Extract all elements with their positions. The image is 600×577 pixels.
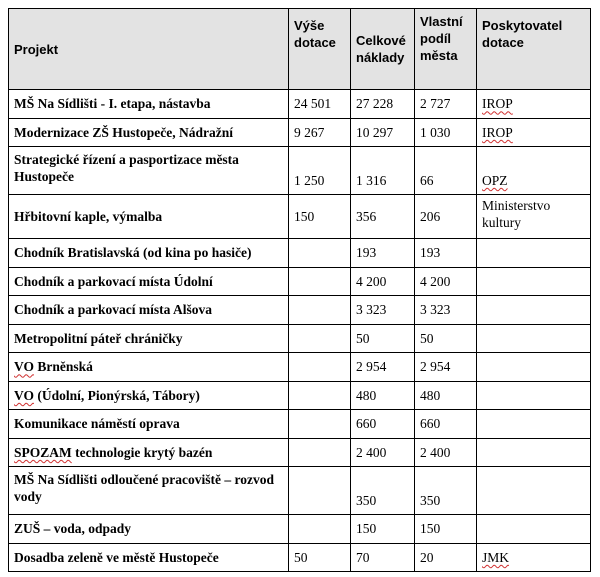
cell-dotace <box>289 410 351 439</box>
cell-poskytovatel <box>477 239 591 268</box>
cell-dotace: 9 267 <box>289 118 351 147</box>
header-celkove-naklady: Celkové náklady <box>351 9 415 90</box>
cell-poskytovatel <box>477 438 591 467</box>
cell-naklady: 2 400 <box>351 438 415 467</box>
table-row <box>9 438 591 467</box>
cell-dotace: 1 250 <box>289 147 351 195</box>
projekt-rest: technologie krytý bazén <box>71 444 213 460</box>
table-row <box>9 239 591 268</box>
table-row <box>9 267 591 296</box>
cell-poskytovatel <box>477 296 591 325</box>
cell-dotace: 150 <box>289 195 351 239</box>
cell-poskytovatel <box>477 467 591 515</box>
cell-projekt: Dosadba zeleně ve městě Hustopeče <box>9 543 289 572</box>
header-vyse-dotace: Výše dotace <box>289 9 351 90</box>
cell-poskytovatel <box>477 410 591 439</box>
cell-podil: 50 <box>415 324 477 353</box>
cell-naklady: 660 <box>351 410 415 439</box>
cell-projekt: MŠ Na Sídlišti - I. etapa, nástavba <box>9 90 289 119</box>
projekt-rest: Brněnská <box>33 359 93 375</box>
cell-naklady: 480 <box>351 381 415 410</box>
table-row <box>9 410 591 439</box>
table-row <box>9 90 591 119</box>
projekt-abbrev: VO <box>14 359 34 375</box>
header-vlastni-podil: Vlastní podíl města <box>415 9 477 90</box>
cell-naklady: 2 954 <box>351 353 415 382</box>
poskytovatel-text: IROP <box>482 96 513 112</box>
cell-projekt <box>9 438 289 467</box>
cell-projekt <box>9 353 289 382</box>
cell-naklady: 3 323 <box>351 296 415 325</box>
table-header-row <box>9 9 591 90</box>
header-poskytovatel: Poskytovatel dotace <box>477 9 591 90</box>
cell-naklady: 150 <box>351 515 415 544</box>
cell-naklady: 193 <box>351 239 415 268</box>
cell-naklady: 4 200 <box>351 267 415 296</box>
cell-poskytovatel <box>477 543 591 572</box>
table-row <box>9 195 591 239</box>
table-row <box>9 324 591 353</box>
cell-dotace <box>289 239 351 268</box>
cell-naklady: 70 <box>351 543 415 572</box>
table-row <box>9 118 591 147</box>
cell-poskytovatel <box>477 267 591 296</box>
cell-podil: 2 954 <box>415 353 477 382</box>
cell-dotace <box>289 353 351 382</box>
cell-podil: 150 <box>415 515 477 544</box>
cell-dotace <box>289 296 351 325</box>
cell-projekt: Chodník a parkovací místa Alšova <box>9 296 289 325</box>
cell-poskytovatel <box>477 90 591 119</box>
cell-podil: 3 323 <box>415 296 477 325</box>
cell-podil: 1 030 <box>415 118 477 147</box>
cell-dotace <box>289 267 351 296</box>
projekt-abbrev: VO <box>14 387 34 403</box>
projekt-rest: (Údolní, Pionýrská, Tábory) <box>33 387 200 403</box>
table-row <box>9 515 591 544</box>
cell-podil: 193 <box>415 239 477 268</box>
poskytovatel-text: IROP <box>482 124 513 140</box>
cell-naklady: 1 316 <box>351 147 415 195</box>
cell-poskytovatel <box>477 515 591 544</box>
cell-projekt: Metropolitní páteř chráničky <box>9 324 289 353</box>
table-row <box>9 467 591 515</box>
cell-podil: 66 <box>415 147 477 195</box>
cell-podil: 20 <box>415 543 477 572</box>
cell-naklady: 10 297 <box>351 118 415 147</box>
cell-naklady: 50 <box>351 324 415 353</box>
cell-projekt: Strategické řízení a pasportizace města Hustopeče <box>9 147 289 195</box>
table-row <box>9 543 591 572</box>
cell-podil: 480 <box>415 381 477 410</box>
cell-poskytovatel <box>477 147 591 195</box>
cell-podil: 206 <box>415 195 477 239</box>
cell-projekt: Chodník a parkovací místa Údolní <box>9 267 289 296</box>
table-row <box>9 296 591 325</box>
cell-podil: 660 <box>415 410 477 439</box>
table-row <box>9 353 591 382</box>
poskytovatel-text: OPZ <box>482 173 508 188</box>
cell-projekt: Chodník Bratislavská (od kina po hasiče) <box>9 239 289 268</box>
table-row <box>9 147 591 195</box>
poskytovatel-text: JMK <box>482 549 510 565</box>
cell-projekt: Hřbitovní kaple, výmalba <box>9 195 289 239</box>
cell-projekt: Komunikace náměstí oprava <box>9 410 289 439</box>
cell-projekt <box>9 381 289 410</box>
cell-poskytovatel <box>477 353 591 382</box>
projects-table <box>8 8 591 572</box>
cell-projekt: Modernizace ZŠ Hustopeče, Nádražní <box>9 118 289 147</box>
cell-podil: 350 <box>415 467 477 515</box>
cell-dotace <box>289 381 351 410</box>
cell-naklady: 27 228 <box>351 90 415 119</box>
cell-dotace: 50 <box>289 543 351 572</box>
cell-poskytovatel <box>477 118 591 147</box>
cell-dotace <box>289 438 351 467</box>
header-projekt: Projekt <box>9 9 289 90</box>
cell-podil: 2 400 <box>415 438 477 467</box>
projekt-abbrev: SPOZAM <box>14 444 72 460</box>
cell-dotace <box>289 467 351 515</box>
cell-projekt: ZUŠ – voda, odpady <box>9 515 289 544</box>
cell-poskytovatel <box>477 381 591 410</box>
cell-poskytovatel: Ministerstvo kultury <box>477 195 591 239</box>
cell-projekt: MŠ Na Sídlišti odloučené pracoviště – rozvod vody <box>9 467 289 515</box>
table-row <box>9 381 591 410</box>
cell-dotace <box>289 515 351 544</box>
cell-poskytovatel <box>477 324 591 353</box>
cell-podil: 4 200 <box>415 267 477 296</box>
cell-dotace <box>289 324 351 353</box>
cell-naklady: 356 <box>351 195 415 239</box>
cell-podil: 2 727 <box>415 90 477 119</box>
cell-dotace: 24 501 <box>289 90 351 119</box>
cell-naklady: 350 <box>351 467 415 515</box>
